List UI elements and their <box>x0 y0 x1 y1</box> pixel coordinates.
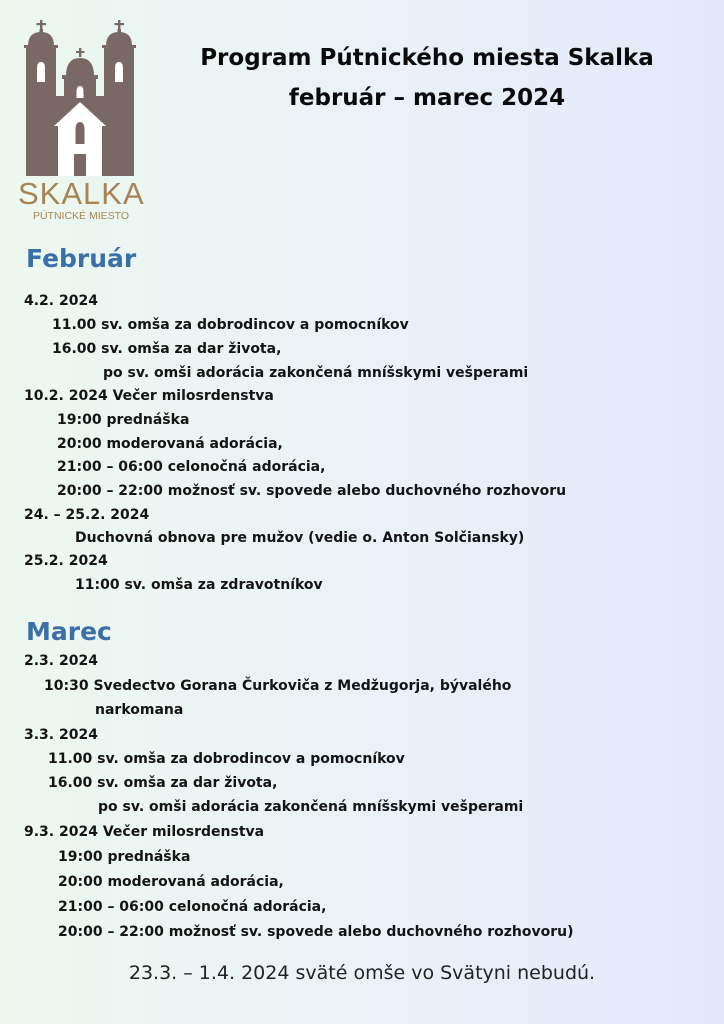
event-line: 11.00 sv. omša za dobrodincov a pomocníkov <box>52 317 409 333</box>
date-line: 24. – 25.2. 2024 <box>24 507 150 523</box>
event-line: 21:00 – 06:00 celonočná adorácia, <box>58 899 327 915</box>
event-line: 20:00 moderovaná adorácia, <box>58 874 284 890</box>
event-line: po sv. omši adorácia zakončená mníšskymi vešperami <box>98 799 524 815</box>
date-line: 4.2. 2024 <box>24 293 98 309</box>
section-heading-februar: Február <box>26 244 137 273</box>
event-line: 20:00 – 22:00 možnosť sv. spovede alebo duchovného rozhovoru <box>57 483 567 499</box>
date-line: 3.3. 2024 <box>24 727 98 743</box>
event-line: 20:00 – 22:00 možnosť sv. spovede alebo duchovného rozhovoru) <box>58 924 574 940</box>
event-line: 19:00 prednáška <box>57 412 190 428</box>
event-line: 10:30 Svedectvo Gorana Čurkoviča z Medžugorja, bývalého <box>44 678 512 694</box>
date-line: 25.2. 2024 <box>24 553 108 569</box>
event-line: 20:00 moderovaná adorácia, <box>57 436 283 452</box>
date-line: 10.2. 2024 Večer milosrdenstva <box>24 388 274 404</box>
skalka-logo <box>18 18 144 223</box>
church-icon <box>18 18 144 178</box>
event-line: 11.00 sv. omša za dobrodincov a pomocníkov <box>48 751 405 767</box>
page-title-line2: február – marec 2024 <box>288 85 566 111</box>
event-line: narkomana <box>95 702 184 718</box>
event-line: 21:00 – 06:00 celonočná adorácia, <box>57 459 326 475</box>
event-line: 16.00 sv. omša za dar života, <box>52 341 282 357</box>
event-line: 11:00 sv. omša za zdravotníkov <box>75 577 323 593</box>
event-line: 19:00 prednáška <box>58 849 191 865</box>
footer-note: 23.3. – 1.4. 2024 sväté omše vo Svätyni nebudú. <box>128 962 596 984</box>
date-line: 2.3. 2024 <box>24 653 98 669</box>
event-line: 16.00 sv. omša za dar života, <box>48 775 278 791</box>
event-line: po sv. omši adorácia zakončená mníšskymi vešperami <box>103 365 529 381</box>
logo-name: SKALKA <box>18 176 145 211</box>
date-line: 9.3. 2024 Večer milosrdenstva <box>24 824 265 840</box>
page-title-line1: Program Pútnického miesta Skalka <box>200 45 654 71</box>
logo-subtitle: PÚTNICKÉ MIESTO <box>32 210 130 222</box>
section-heading-marec: Marec <box>26 617 112 646</box>
event-line: Duchovná obnova pre mužov (vedie o. Anton Solčiansky) <box>75 530 525 546</box>
